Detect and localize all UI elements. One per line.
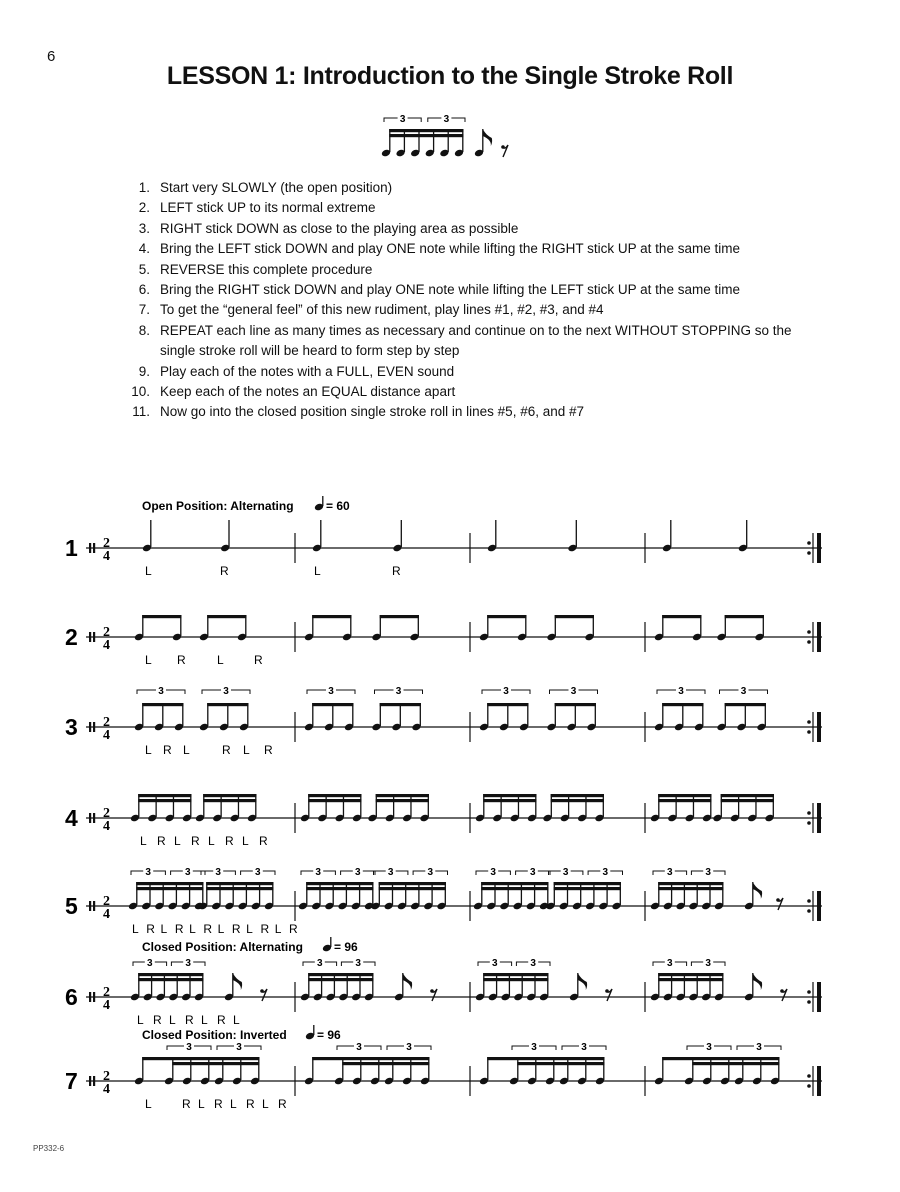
sticking-letter: R	[260, 922, 270, 936]
sticking-letter: R	[231, 922, 241, 936]
measure	[654, 686, 768, 731]
repeat-dot	[807, 730, 811, 734]
tuplet-number: 3	[581, 1042, 587, 1053]
measure	[304, 686, 423, 731]
beam	[483, 973, 548, 976]
instruction-number: 6.	[138, 282, 150, 298]
beam	[142, 703, 183, 706]
repeat-barline-thick	[817, 533, 821, 563]
beam	[136, 887, 203, 890]
tuplet-number: 3	[667, 867, 673, 878]
sticking-letter: L	[169, 1013, 176, 1027]
sticking-letter: R	[254, 653, 263, 667]
repeat-dot	[807, 720, 811, 724]
sticking-letter: R	[278, 1097, 287, 1111]
tuplet-number: 3	[678, 686, 684, 697]
sticking-letter: R	[174, 922, 184, 936]
measure	[654, 1042, 781, 1085]
tuplet-number: 3	[562, 867, 569, 878]
tempo-marking: = 96	[334, 940, 358, 954]
tuplet-number: 3	[531, 1042, 537, 1053]
beam	[380, 615, 419, 618]
time-signature-top: 2	[103, 536, 110, 551]
beam	[551, 799, 604, 802]
eighth-flag	[578, 973, 587, 990]
sticking-letter: R	[289, 922, 298, 936]
tuplet-number: 3	[223, 686, 229, 697]
beam	[721, 799, 774, 802]
instruction-text: Bring the RIGHT stick DOWN and play ONE note while lifting the LEFT stick UP at the same time	[160, 282, 740, 298]
staff-line-3	[65, 686, 822, 757]
tuplet-number: 3	[490, 867, 496, 878]
beam	[554, 887, 621, 890]
tuplet-number: 3	[255, 867, 261, 878]
beam	[662, 1057, 779, 1060]
sticking-letter: R	[225, 834, 234, 848]
beam	[308, 799, 361, 802]
sticking-letter: R	[217, 1013, 226, 1027]
repeat-dot	[807, 899, 811, 903]
sticking-letter: R	[220, 564, 229, 578]
tuplet-number: 3	[705, 958, 711, 969]
beam	[555, 615, 594, 618]
time-signature-bottom: 4	[103, 638, 110, 653]
repeat-dot	[807, 821, 811, 825]
beam	[138, 978, 203, 981]
instruction-text: Now go into the closed position single stroke roll in lines #5, #6, and #7	[160, 404, 585, 420]
section-label: Closed Position: Alternating	[142, 940, 303, 954]
tuplet-number: 3	[705, 867, 711, 878]
clef-bar	[93, 543, 95, 553]
beam	[487, 615, 526, 618]
tuplet-number: 3	[399, 115, 406, 125]
time-signature-bottom: 4	[103, 1082, 110, 1097]
sticking-letter: R	[259, 834, 268, 848]
tuplet-number: 3	[185, 958, 191, 969]
tuplet-number: 3	[317, 958, 323, 969]
tuplet-number: 3	[186, 1042, 192, 1053]
tuplet-number: 3	[443, 115, 450, 125]
time-signature-bottom: 4	[103, 907, 110, 922]
time-signature-top: 2	[103, 985, 110, 1000]
beam	[142, 1057, 259, 1060]
staff-line-1	[65, 496, 822, 578]
tuplet-number: 3	[158, 686, 164, 697]
tuplet-number: 3	[395, 686, 402, 697]
instruction-text: REVERSE this complete procedure	[160, 261, 373, 277]
beam	[376, 794, 429, 797]
clef-bar	[89, 1076, 91, 1086]
sticking-letter: L	[262, 1097, 269, 1111]
tempo-note	[314, 496, 324, 511]
beam	[658, 973, 723, 976]
beam	[481, 887, 548, 890]
tuplet-number: 3	[145, 867, 151, 878]
time-signature-bottom: 4	[103, 819, 110, 834]
beam	[206, 887, 273, 890]
sticking-letter: L	[242, 834, 249, 848]
beam	[658, 794, 711, 797]
eighth-rest-dot	[776, 898, 780, 902]
instruction-number: 4.	[138, 241, 150, 257]
instruction-text: RIGHT stick DOWN as close to the playing area as possible	[160, 220, 519, 236]
repeat-barline-thick	[817, 891, 821, 921]
staff-line-2	[65, 615, 822, 667]
beam	[555, 703, 596, 706]
tempo-marking: = 96	[317, 1028, 341, 1042]
beam	[481, 882, 548, 885]
sticking-letter: R	[191, 834, 200, 848]
staff-line-6	[65, 937, 822, 1027]
repeat-dot	[807, 640, 811, 644]
sticking-letter: L	[243, 743, 250, 757]
beam	[206, 882, 273, 885]
sticking-letter: L	[137, 1013, 144, 1027]
measure	[300, 958, 437, 1001]
section-label: Closed Position: Inverted	[142, 1028, 287, 1042]
instruction-number: 11.	[132, 404, 150, 420]
sticking-letter: R	[203, 922, 213, 936]
sticking-letter: R	[163, 743, 172, 757]
repeat-barline-thick	[817, 622, 821, 652]
beam	[379, 882, 446, 885]
tuplet-number: 3	[236, 1042, 242, 1053]
repeat-barline-thick	[817, 712, 821, 742]
beam	[658, 882, 723, 885]
measure	[650, 867, 783, 910]
page-number: 6	[47, 48, 56, 65]
tuplet-number: 3	[147, 958, 153, 969]
time-signature-top: 2	[103, 894, 110, 909]
tuplet-number: 3	[756, 1042, 762, 1053]
tuplet-number: 3	[387, 867, 394, 878]
time-signature-top: 2	[103, 625, 110, 640]
sticking-letter: L	[274, 922, 282, 936]
beam	[308, 973, 373, 976]
beam	[376, 799, 429, 802]
sticking-letter: L	[145, 564, 152, 578]
repeat-dot	[807, 909, 811, 913]
eighth-rest-dot	[430, 989, 434, 993]
sticking-letter: R	[392, 564, 401, 578]
beam	[662, 615, 701, 618]
beam	[483, 799, 536, 802]
sticking-letter: L	[145, 1097, 152, 1111]
footer-code: PP332-6	[33, 1144, 65, 1153]
sticking-letter: L	[132, 922, 139, 936]
beam	[306, 887, 373, 890]
sticking-letter: L	[230, 1097, 237, 1111]
sticking-letter: R	[157, 834, 166, 848]
line-number: 7	[65, 1068, 78, 1094]
beam	[692, 1062, 779, 1065]
measure	[473, 867, 623, 910]
tuplet-number: 3	[602, 867, 609, 878]
sticking-letter: R	[177, 653, 186, 667]
clef-bar	[93, 813, 95, 823]
measure	[479, 686, 598, 731]
repeat-dot	[807, 630, 811, 634]
staff-line-7	[65, 1025, 822, 1111]
measure	[475, 958, 612, 1001]
time-signature-top: 2	[103, 806, 110, 821]
instruction-number: 2.	[138, 200, 150, 216]
clef-bar	[93, 632, 95, 642]
sticking-letter: L	[145, 653, 152, 667]
sticking-letter: L	[198, 1097, 205, 1111]
beam	[487, 703, 528, 706]
beam	[483, 978, 548, 981]
beam	[308, 978, 373, 981]
instruction-text: To get the “general feel” of this new rudiment, play lines #1, #2, #3, and #4	[160, 302, 604, 318]
sticking-letter: L	[145, 743, 152, 757]
tuplet-number: 3	[315, 867, 321, 878]
tuplet-number: 3	[215, 867, 221, 878]
repeat-barline-thick	[817, 1066, 821, 1096]
tuplet-number: 3	[740, 686, 747, 697]
time-signature-top: 2	[103, 715, 110, 730]
sticking-letter: L	[208, 834, 215, 848]
sticking-letter: R	[214, 1097, 223, 1111]
sticking-letter: R	[222, 743, 231, 757]
beam	[203, 799, 256, 802]
beam	[308, 794, 361, 797]
repeat-dot	[807, 990, 811, 994]
clef-bar	[93, 722, 95, 732]
beam	[380, 703, 421, 706]
beam	[342, 1062, 429, 1065]
beam	[172, 1062, 259, 1065]
tempo-note	[322, 937, 332, 952]
eighth-rest-dot	[780, 989, 784, 993]
line-number: 1	[65, 535, 78, 561]
measure	[479, 1042, 606, 1085]
measure	[128, 867, 275, 910]
repeat-barline-thick	[817, 803, 821, 833]
staff-line-4	[65, 794, 822, 848]
instruction-number: 9.	[138, 363, 150, 379]
sticking-letter: L	[246, 922, 253, 936]
measure	[304, 1042, 431, 1085]
time-signature-top: 2	[103, 1069, 110, 1084]
clef-bar	[89, 813, 91, 823]
sticking-letter: R	[264, 743, 273, 757]
instruction-text: Bring the LEFT stick DOWN and play ONE note while lifting the RIGHT stick UP at the same time	[160, 241, 740, 257]
time-signature-bottom: 4	[103, 728, 110, 743]
tuplet-number: 3	[667, 958, 673, 969]
instruction-text: REPEAT each line as many times as necessary and continue on to the next WITHOUT STOPPING so the single stroke roll will be heard to form step by step	[160, 322, 792, 359]
eighth-flag	[233, 973, 242, 990]
line-number: 3	[65, 714, 78, 740]
eighth-rest-dot	[605, 989, 609, 993]
beam	[725, 615, 764, 618]
repeat-dot	[807, 811, 811, 815]
beam	[138, 799, 191, 802]
beam	[554, 882, 621, 885]
instruction-text: Start very SLOWLY (the open position)	[160, 180, 393, 195]
beam	[203, 794, 256, 797]
time-signature-bottom: 4	[103, 549, 110, 564]
tuplet-number: 3	[492, 958, 498, 969]
repeat-dot	[807, 1084, 811, 1088]
sticking-letter: L	[314, 564, 321, 578]
instruction-number: 5.	[138, 261, 150, 277]
clef-bar	[93, 901, 95, 911]
repeat-dot	[807, 1074, 811, 1078]
beam	[658, 978, 723, 981]
sticking-letter: L	[160, 922, 168, 936]
beam	[662, 703, 703, 706]
beam	[306, 882, 373, 885]
tuplet-number: 3	[530, 867, 536, 878]
instruction-number: 8.	[138, 322, 150, 338]
instruction-text: LEFT stick UP to its normal extreme	[160, 200, 376, 216]
eighth-flag	[753, 973, 762, 990]
section-label: Open Position: Alternating	[142, 499, 294, 513]
tuplet-number: 3	[427, 867, 434, 878]
sticking-letter: R	[182, 1097, 191, 1111]
tempo-marking: = 60	[326, 499, 350, 513]
tuplet-number: 3	[328, 686, 334, 697]
beam	[721, 794, 774, 797]
line-number: 5	[65, 893, 78, 919]
sticking-letter: R	[146, 922, 155, 936]
beam	[138, 794, 191, 797]
sticking-letter: L	[201, 1013, 208, 1027]
tuplet-number: 3	[185, 867, 191, 878]
beam	[379, 887, 446, 890]
beam	[483, 794, 536, 797]
clef-bar	[89, 901, 91, 911]
repeat-dot	[807, 1000, 811, 1004]
sticking-letter: L	[217, 922, 225, 936]
line-number: 2	[65, 624, 78, 650]
line-number: 6	[65, 984, 78, 1010]
beam	[725, 703, 766, 706]
eighth-rest-dot	[260, 989, 264, 993]
clef-bar	[89, 632, 91, 642]
beam	[312, 615, 351, 618]
clef-bar	[89, 543, 91, 553]
time-signature-bottom: 4	[103, 998, 110, 1013]
measure	[650, 958, 787, 1001]
repeat-dot	[807, 551, 811, 555]
tempo-note	[305, 1025, 315, 1040]
measure	[298, 867, 448, 910]
beam	[658, 887, 723, 890]
beam	[138, 973, 203, 976]
beam	[312, 703, 353, 706]
tuplet-number: 3	[706, 1042, 712, 1053]
eighth-flag	[403, 973, 412, 990]
instruction-number: 10.	[131, 384, 150, 400]
sticking-letter: L	[174, 834, 181, 848]
measure	[134, 1042, 261, 1085]
sticking-letter: R	[246, 1097, 255, 1111]
tuplet-number: 3	[356, 1042, 362, 1053]
tuplet-number: 3	[570, 686, 577, 697]
tuplet-number: 3	[503, 686, 509, 697]
beam	[207, 703, 248, 706]
sticking-letter: L	[183, 743, 190, 757]
beam	[207, 615, 246, 618]
sticking-letter: L	[233, 1013, 240, 1027]
beam	[658, 799, 711, 802]
lesson-title: LESSON 1: Introduction to the Single Stroke Roll	[166, 62, 734, 90]
beam	[517, 1062, 604, 1065]
clef-bar	[93, 992, 95, 1002]
tuplet-number: 3	[355, 958, 361, 969]
measure	[134, 686, 250, 731]
sticking-letter: R	[185, 1013, 194, 1027]
clef-bar	[89, 992, 91, 1002]
beam	[136, 882, 203, 885]
instruction-number: 3.	[138, 220, 150, 236]
tuplet-number: 3	[406, 1042, 412, 1053]
repeat-barline-thick	[817, 982, 821, 1012]
instruction-text: Play each of the notes with a FULL, EVEN sound	[160, 363, 455, 379]
staff-line-5	[65, 867, 822, 936]
clef-bar	[93, 1076, 95, 1086]
beam	[487, 1057, 604, 1060]
sticking-letter: R	[153, 1013, 162, 1027]
instruction-text: Keep each of the notes an EQUAL distance apart	[160, 384, 456, 400]
tuplet-number: 3	[355, 867, 361, 878]
beam	[551, 794, 604, 797]
beam	[142, 615, 181, 618]
clef-bar	[89, 722, 91, 732]
repeat-dot	[807, 541, 811, 545]
sticking-letter: L	[217, 653, 224, 667]
sticking-letter: L	[189, 922, 196, 936]
eighth-flag	[753, 882, 762, 899]
instruction-number: 7.	[138, 302, 150, 318]
measure	[130, 958, 267, 1001]
sticking-letter: L	[140, 834, 147, 848]
instruction-number: 1.	[138, 180, 150, 195]
beam	[312, 1057, 429, 1060]
tuplet-number: 3	[530, 958, 536, 969]
line-number: 4	[65, 805, 78, 831]
